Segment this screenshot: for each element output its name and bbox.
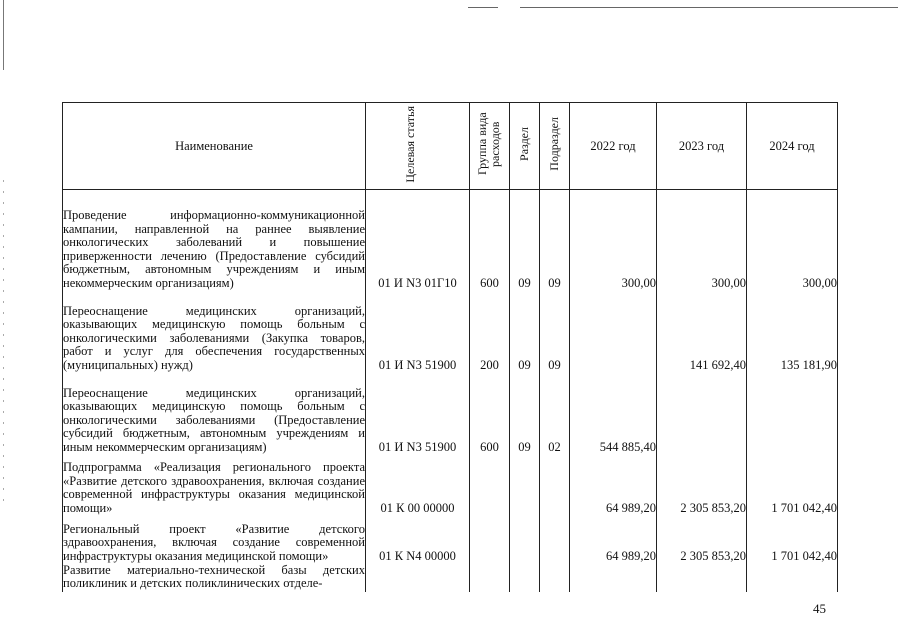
header-year-2022: 2022 год [570,103,657,190]
budget-table [62,102,838,592]
row-group: 200 [470,291,510,373]
row-code: 01 К N4 00000 [366,516,470,564]
table-header-row [63,103,838,190]
header-year-2023: 2023 год [657,103,747,190]
table-row [63,373,838,455]
row-section: 09 [510,190,540,291]
row-code: 01 И N3 51900 [366,291,470,373]
header-expense-group: Группа вида расходов [470,103,510,190]
row-group: 600 [470,190,510,291]
table-row [63,455,838,516]
header-target-article: Целевая статья [366,103,470,190]
row-2024: 1 701 042,40 [747,516,838,564]
row-subsection: 09 [540,190,570,291]
row-name: Региональный проект «Развитие детского здравоохранения, включая создание современной инфраструктуры оказания медицинской помощи» [63,516,366,564]
row-code: 01 К 00 00000 [366,455,470,516]
top-rule [468,7,498,8]
row-section [510,455,540,516]
row-2024 [747,373,838,455]
row-2024: 300,00 [747,190,838,291]
row-subsection: 02 [540,373,570,455]
row-code [366,564,470,592]
row-2022 [570,291,657,373]
row-2022: 300,00 [570,190,657,291]
row-group [470,455,510,516]
row-group: 600 [470,373,510,455]
top-rule [520,7,898,8]
row-subsection [540,516,570,564]
header-name: Наименование [63,103,366,190]
row-section: 09 [510,373,540,455]
row-subsection: 09 [540,291,570,373]
row-group [470,564,510,592]
row-code: 01 И N3 51900 [366,373,470,455]
row-section: 09 [510,291,540,373]
row-2022 [570,564,657,592]
row-2022: 64 989,20 [570,455,657,516]
row-2023: 141 692,40 [657,291,747,373]
row-subsection [540,564,570,592]
table-row [63,516,838,564]
row-section [510,564,540,592]
row-code: 01 И N3 01Г10 [366,190,470,291]
row-2023 [657,373,747,455]
row-name: Развитие материально-технической базы детских поликлиник и детских поликлинических отделе- [63,562,365,591]
table-row [63,564,838,592]
binding-line [3,0,4,70]
row-2022: 544 885,40 [570,373,657,455]
binding-dots [3,180,4,510]
row-2024 [747,564,838,592]
row-name: Подпрограмма «Реализация регионального проекта «Развитие детского здравоохранения, включая создание современной инфраструктуры оказания медицинской помощи» [63,455,366,516]
header-year-2024: 2024 год [747,103,838,190]
row-subsection [540,455,570,516]
table-row [63,190,838,291]
row-name: Переоснащение медицинских организаций, оказывающих медицинскую помощь больным с онкологическими заболеваниями (Предоставление субсидий бюджетным, автономным учреждениям и иным некоммерческим организациям) [63,373,366,455]
row-2024: 135 181,90 [747,291,838,373]
header-section: Раздел [510,103,540,190]
header-subsection: Подраздел [540,103,570,190]
row-2023 [657,564,747,592]
table-row [63,291,838,373]
row-2023: 300,00 [657,190,747,291]
row-name: Проведение информационно-коммуникационной кампании, направленной на раннее выявление онкологических заболеваний и повышение приверженности лечению (Предоставление субсидий бюджетным, автономным учреждениям и иным некоммерческим организациям) [63,190,366,291]
page-number: 45 [813,601,826,616]
row-2023: 2 305 853,20 [657,455,747,516]
row-name: Переоснащение медицинских организаций, оказывающих медицинскую помощь больным с онкологическими заболеваниями (Закупка товаров, работ и услуг для обеспечения государственных (муниципальных) нужд) [63,291,366,373]
row-2024: 1 701 042,40 [747,455,838,516]
row-2022: 64 989,20 [570,516,657,564]
row-group [470,516,510,564]
row-section [510,516,540,564]
row-2023: 2 305 853,20 [657,516,747,564]
